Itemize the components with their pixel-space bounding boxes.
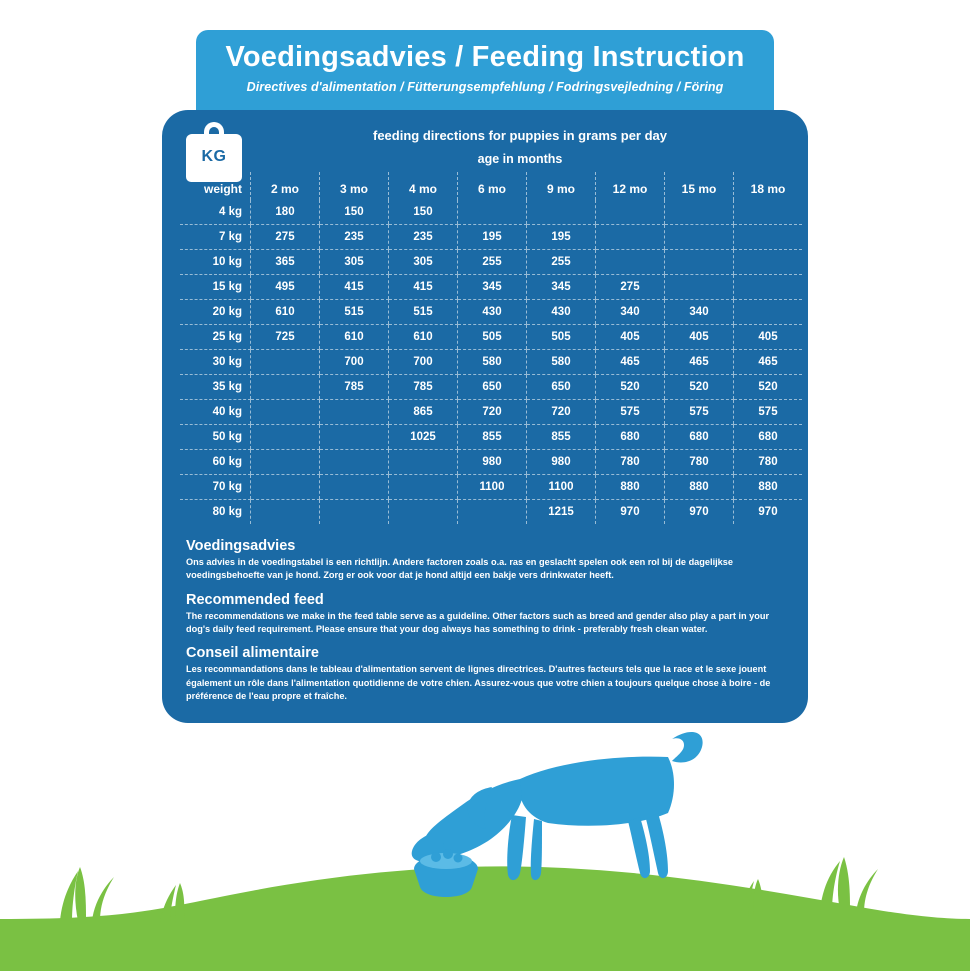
- cell-value: 195: [458, 225, 527, 250]
- cell-value: 970: [596, 500, 665, 525]
- feeding-table-panel: [162, 110, 808, 723]
- cell-value: 465: [665, 350, 734, 375]
- cell-value: 610: [251, 300, 320, 325]
- column-header-weight: weight: [204, 182, 242, 196]
- grass-tuft-icon: [820, 857, 878, 913]
- cell-value: [251, 375, 320, 400]
- column-header-month: 4 mo: [389, 172, 458, 200]
- cell-value: 880: [665, 475, 734, 500]
- row-weight: 10 kg: [180, 250, 251, 275]
- cell-value: 700: [389, 350, 458, 375]
- cell-value: 785: [389, 375, 458, 400]
- cell-value: 650: [458, 375, 527, 400]
- cell-value: [734, 250, 803, 275]
- cell-value: [458, 200, 527, 225]
- cell-value: [665, 250, 734, 275]
- column-header-month: 15 mo: [665, 172, 734, 200]
- cell-value: 505: [527, 325, 596, 350]
- cell-value: [389, 450, 458, 475]
- cell-value: 680: [665, 425, 734, 450]
- row-weight: 35 kg: [180, 375, 251, 400]
- cell-value: [734, 225, 803, 250]
- note-heading-fr: Conseil alimentaire: [186, 645, 319, 662]
- row-weight: 4 kg: [180, 200, 251, 225]
- table-row: [180, 425, 802, 450]
- page-title: Voedingsadvies / Feeding Instruction: [225, 41, 745, 73]
- row-weight: 70 kg: [180, 475, 251, 500]
- cell-value: 610: [320, 325, 389, 350]
- table-row: [180, 350, 802, 375]
- cell-value: 195: [527, 225, 596, 250]
- cell-value: [320, 500, 389, 525]
- cell-value: 970: [665, 500, 734, 525]
- cell-value: 465: [734, 350, 803, 375]
- cell-value: 255: [527, 250, 596, 275]
- row-weight: 80 kg: [212, 506, 242, 518]
- cell-value: 680: [596, 425, 665, 450]
- cell-value: 515: [389, 300, 458, 325]
- column-header-month: 18 mo: [734, 172, 803, 200]
- column-header-month: 12 mo: [596, 172, 665, 200]
- cell-value: 970: [734, 500, 803, 525]
- grass-tuft-icon: [60, 867, 114, 921]
- cell-value: 780: [734, 450, 803, 475]
- cell-value: 720: [527, 400, 596, 425]
- cell-value: 650: [527, 375, 596, 400]
- cell-value: 415: [320, 275, 389, 300]
- cell-value: [665, 275, 734, 300]
- note-body-nl: Ons advies in de voedingstabel is een richtlijn. Andere factoren zoals o.a. ras en geslacht spelen ook een rol bij de dagelijkse voedingsbehoefte van je hond. Zorg er ook voor dat je hond altijd een bakje vers drinkwater heeft.: [186, 557, 733, 581]
- cell-value: 150: [389, 200, 458, 225]
- cell-value: [251, 500, 320, 525]
- cell-value: 365: [251, 250, 320, 275]
- cell-value: 415: [389, 275, 458, 300]
- table-row: [180, 500, 802, 525]
- cell-value: 235: [389, 225, 458, 250]
- column-header-month: 6 mo: [458, 172, 527, 200]
- row-weight: 30 kg: [180, 350, 251, 375]
- cell-value: 430: [458, 300, 527, 325]
- cell-value: 725: [251, 325, 320, 350]
- cell-value: 345: [527, 275, 596, 300]
- cell-value: 680: [734, 425, 803, 450]
- cell-value: 405: [596, 325, 665, 350]
- note-body-en: The recommendations we make in the feed table serve as a guideline. Other factors such as breed and gender also play a part in your dog's daily feed requirement. Please ensure that your dog always has something to drink - preferably fresh clean water.: [186, 610, 770, 635]
- table-row: [180, 300, 802, 325]
- cell-value: [320, 450, 389, 475]
- cell-value: 785: [320, 375, 389, 400]
- column-header-month: 3 mo: [320, 172, 389, 200]
- table-row: [180, 450, 802, 475]
- cell-value: 495: [251, 275, 320, 300]
- cell-value: 255: [458, 250, 527, 275]
- cell-value: [665, 200, 734, 225]
- cell-value: [320, 475, 389, 500]
- table-row: [180, 200, 802, 225]
- cell-value: 275: [251, 225, 320, 250]
- table-row: [180, 325, 802, 350]
- row-weight: 50 kg: [180, 425, 251, 450]
- note-heading-en: Recommended feed: [186, 591, 324, 608]
- cell-value: [251, 450, 320, 475]
- cell-value: 720: [458, 400, 527, 425]
- cell-value: 865: [389, 400, 458, 425]
- cell-value: 505: [458, 325, 527, 350]
- cell-value: 520: [734, 375, 803, 400]
- cell-value: [596, 200, 665, 225]
- cell-value: 980: [458, 450, 527, 475]
- cell-value: 700: [320, 350, 389, 375]
- cell-value: [251, 350, 320, 375]
- table-row: [180, 250, 802, 275]
- cell-value: 1100: [458, 475, 527, 500]
- table-row: [180, 475, 802, 500]
- cell-value: 150: [320, 200, 389, 225]
- cell-value: 180: [251, 200, 320, 225]
- row-weight: 7 kg: [180, 225, 251, 250]
- cell-value: 465: [596, 350, 665, 375]
- cell-value: 980: [527, 450, 596, 475]
- cell-value: [734, 300, 803, 325]
- row-weight: 60 kg: [180, 450, 251, 475]
- cell-value: 1215: [527, 500, 596, 525]
- cell-value: [458, 500, 527, 525]
- table-head: [180, 172, 802, 200]
- cell-value: [251, 425, 320, 450]
- cell-value: [734, 275, 803, 300]
- cell-value: 235: [320, 225, 389, 250]
- note-heading-nl: Voedingsadvies: [186, 538, 296, 554]
- cell-value: 305: [389, 250, 458, 275]
- cell-value: 340: [596, 300, 665, 325]
- table-header-row: [180, 172, 802, 200]
- cell-value: 580: [458, 350, 527, 375]
- cell-value: 345: [458, 275, 527, 300]
- cell-value: [251, 400, 320, 425]
- cell-value: [251, 475, 320, 500]
- table-body: [180, 200, 802, 524]
- cell-value: 405: [665, 325, 734, 350]
- cell-value: 855: [527, 425, 596, 450]
- cell-value: [389, 500, 458, 525]
- cell-value: 780: [596, 450, 665, 475]
- cell-value: 275: [596, 275, 665, 300]
- row-weight: 20 kg: [180, 300, 251, 325]
- cell-value: 855: [458, 425, 527, 450]
- feeding-table: [180, 172, 802, 524]
- table-row: [180, 275, 802, 300]
- cell-value: 520: [596, 375, 665, 400]
- cell-value: 1100: [527, 475, 596, 500]
- cell-value: 305: [320, 250, 389, 275]
- table-row: [180, 400, 802, 425]
- cell-value: [665, 225, 734, 250]
- cell-value: 520: [665, 375, 734, 400]
- cell-value: [320, 425, 389, 450]
- cell-value: 430: [527, 300, 596, 325]
- note-body-fr: Les recommandations dans le tableau d'alimentation servent de lignes directrices. D'autres facteurs tels que la race et le sexe jouent également un rôle dans l'alimentation quotidienne de votre chien. Assurez-vous que votre chien a toujours quelque chose à boire - de préférence de l'eau propre et fraîche.: [186, 664, 771, 702]
- cell-value: 880: [596, 475, 665, 500]
- cell-value: 780: [665, 450, 734, 475]
- cell-value: [596, 225, 665, 250]
- illustration-scene: [0, 721, 970, 971]
- cell-value: 610: [389, 325, 458, 350]
- cell-value: 575: [596, 400, 665, 425]
- feeding-table-wrap: [180, 172, 790, 524]
- row-weight: 25 kg: [180, 325, 251, 350]
- page-subtitle: Directives d'alimentation / Fütterungsempfehlung / Fodringsvejledning / Föring: [246, 79, 724, 94]
- table-subcaption: age in months: [477, 152, 563, 166]
- row-weight: 40 kg: [180, 400, 251, 425]
- cell-value: 575: [665, 400, 734, 425]
- cell-value: 880: [734, 475, 803, 500]
- notes-section: [186, 538, 786, 703]
- cell-value: 580: [527, 350, 596, 375]
- cell-value: [527, 200, 596, 225]
- cell-value: 340: [665, 300, 734, 325]
- cell-value: 515: [320, 300, 389, 325]
- table-row: [180, 225, 802, 250]
- grass-hill-icon: [0, 866, 970, 971]
- header-banner: [196, 30, 774, 110]
- column-header-month: 2 mo: [251, 172, 320, 200]
- cell-value: [596, 250, 665, 275]
- cell-value: [389, 475, 458, 500]
- cell-value: [320, 400, 389, 425]
- cell-value: [734, 200, 803, 225]
- cell-value: 575: [734, 400, 803, 425]
- table-caption: feeding directions for puppies in grams per day: [373, 128, 667, 143]
- cell-value: 405: [734, 325, 803, 350]
- column-header-month: 9 mo: [527, 172, 596, 200]
- weight-icon-label: KG: [201, 148, 227, 165]
- table-row: [180, 375, 802, 400]
- row-weight: 15 kg: [180, 275, 251, 300]
- cell-value: 1025: [389, 425, 458, 450]
